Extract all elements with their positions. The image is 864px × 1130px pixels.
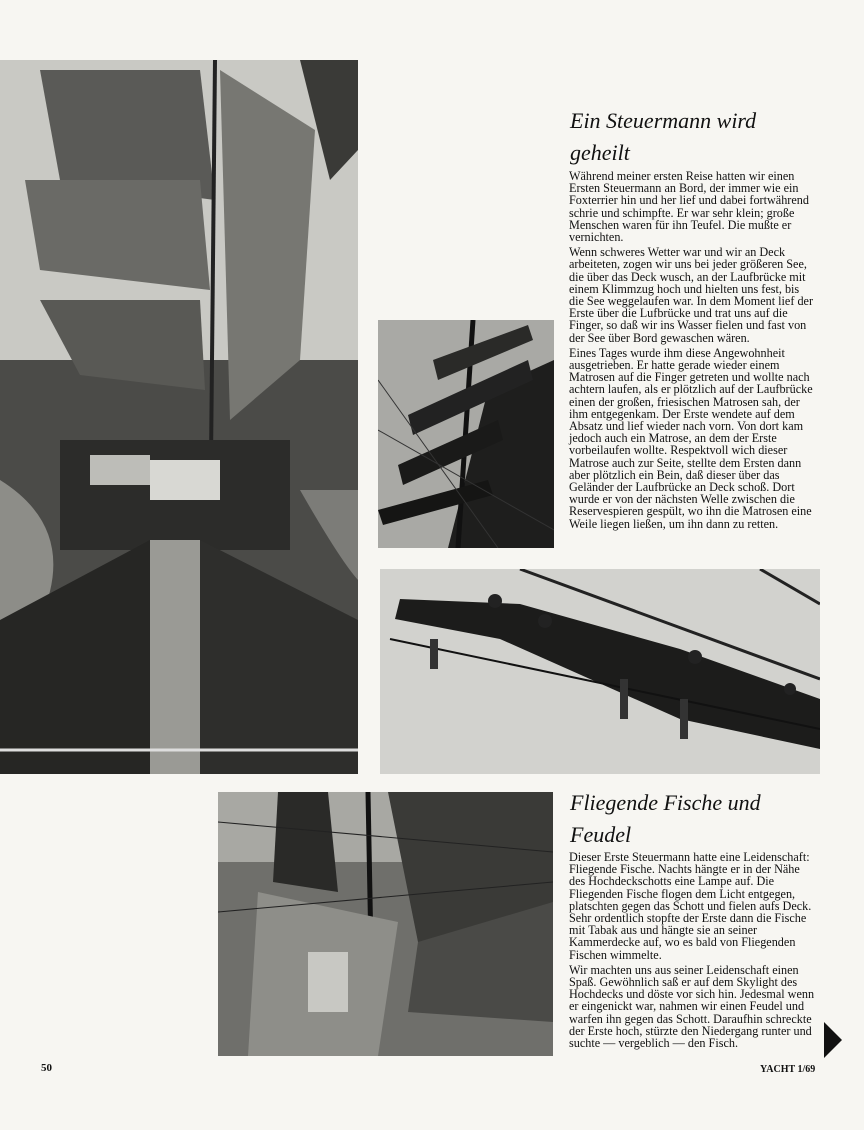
article-column — [569, 170, 817, 533]
paragraph: Während meiner ersten Reise hatten wir einen Ersten Steuermann an Bord, der immer wie ein Foxterrier hin und her lief und dabei fortwährend schrie und schimpfte. Er war sehr klein; große Menschen waren für ihn Teufel. Die mußte er vernichten. — [569, 169, 809, 245]
section-heading — [570, 105, 850, 169]
article-column — [569, 851, 817, 1052]
paragraph: Eines Tages wurde ihm diese Angewohnheit ausgetrieben. Er hatte gerade wieder einem Matrosen auf die Finger getreten und wollte nach achtern laufen, als er plötzlich auf der Laufbrücke einen der großen, friesischen Matrosen sah, der ihm entgegenkam. Der Erste wendete auf dem Absatz und lief wieder nach vorn. Von dort kam jedoch auch ein Matrose, an dem der Erste vorbeilaufen wollte. Respektvoll wich dieser Matrose auch zur Seite, stellte dem Ersten dann aber plötzlich ein Bein, daß dieser über das Geländer der Laufbrücke an Deck schoß. Dort wurde er von der nächsten Welle zwischen die Reservespieren gespült, wo ihn die Matrosen eine Weile liegen ließen, um ihn dann zu retten. — [569, 345, 813, 531]
paragraph: Wenn schweres Wetter war und wir an Deck arbeiteten, zogen wir uns bei jeder größeren See, die über das Deck wusch, an der Laufbrücke mit einem Klimmzug hoch und hielten uns fest, bis die See weggelaufen war. In dem Moment lief der Erste über die Lufbrücke und trat uns auf die Finger, so daß wir ins Wasser fielen und fast von der See über Bord gewaschen wären. — [569, 245, 813, 345]
paragraph: Dieser Erste Steuermann hatte eine Leidenschaft: Fliegende Fische. Nachts hängte er in der Nähe des Hochdeckschotts eine Lampe auf. Die Fliegenden Fische flogen dem Licht entgegen, platschten gegen das Schott und fielen aufs Deck. Sehr ordentlich stopfte der Erste dann die Fische mit Tabak aus und hängte sie an seiner Kammerdecke auf, wo es bald von Fliegenden Fischen wimmelte. — [569, 850, 812, 962]
paragraph: Wir machten uns aus seiner Leidenschaft einen Spaß. Gewöhnlich saß er auf dem Skylight des Hochdecks und döste vor sich hin. Jedesmal wenn er eingenickt war, nahmen wir einen Feudel und warfen ihn gegen das Schott. Daraufhin schreckte der Erste hoch, stürzte den Niedergang runter und suchte — vergeblich — den Fisch. — [569, 962, 815, 1051]
photo-rigging — [378, 320, 554, 548]
arrow-right-icon — [824, 1022, 842, 1058]
photo-tall-ship-bow — [0, 60, 358, 774]
heading-line: Fliegende Fische und — [570, 790, 761, 815]
heading-line: geheilt — [570, 140, 630, 165]
heading-line: Feudel — [570, 822, 632, 847]
photo-deck-from-aloft — [218, 792, 553, 1056]
publication-footer: YACHT 1/69 — [760, 1064, 816, 1075]
page-number: 50 — [41, 1062, 52, 1074]
heading-line: Ein Steuermann wird — [570, 108, 757, 133]
section-heading — [570, 787, 850, 851]
photo-sailors-on-yard — [380, 569, 820, 774]
